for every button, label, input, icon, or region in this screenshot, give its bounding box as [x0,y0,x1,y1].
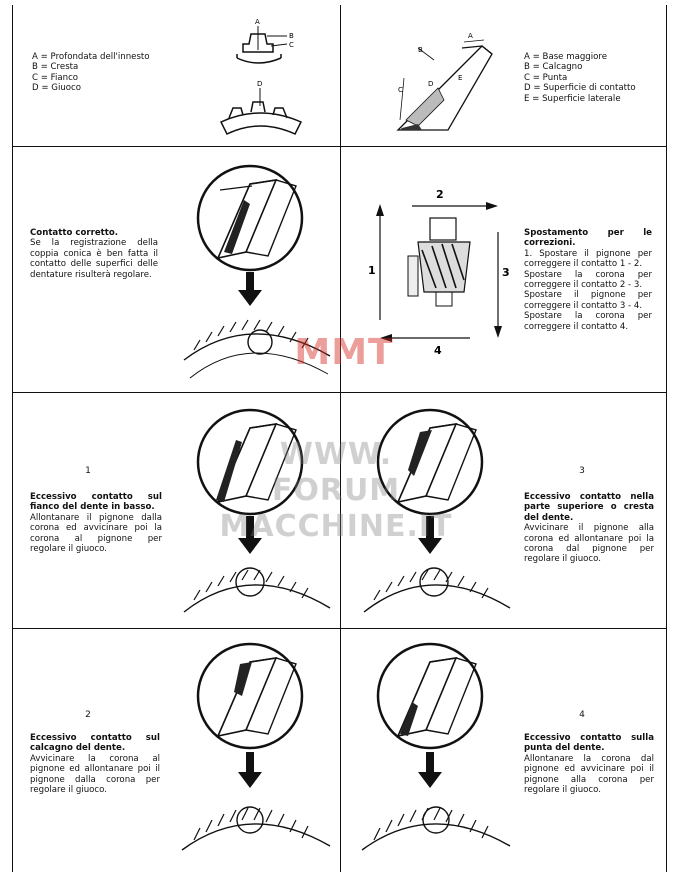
section-body: Se la registrazione della coppia conica è ben fatta il contatto delle superfici delle dentature risulterà regolare. [30,238,158,280]
arrow-label-1: 1 [368,264,376,277]
legend-right-item: D = Superficie di contatto [524,83,636,94]
legend-left-item: B = Cresta [32,62,79,73]
legend-right-item: C = Punta [524,72,568,83]
row-divider-1 [12,146,667,147]
correction-step: Spostare la corona per correggere il contatto 2 - 3. [524,269,652,291]
correction-step: Spostare la corona per correggere il contatto 4. [524,311,652,332]
watermark-line-2: FORUM [271,473,401,508]
correct-contact-text [30,228,158,280]
section-body: Allontanare la corona dal pignone ed avvicinare poi il pignone alla corona per regolare il giuoco. [524,753,654,796]
case-number: 2 [85,710,91,720]
section-body: Avvicinare il pignone alla corona ed allontanare poi la corona dal pignone per regolare il giuoco. [524,523,654,565]
case-number: 4 [579,710,585,720]
case-2-figure [180,636,330,866]
section-title: Eccessivo contatto sul fianco del dente in basso. [30,492,162,513]
fig-label-d: D [428,80,434,88]
section-title: Spostamento per le correzioni. [524,228,652,249]
watermark-line-1: WWW. [279,437,393,472]
legend-left-item: C = Fianco [32,72,79,83]
case-4-text [524,733,654,795]
corrections-text [524,228,652,332]
grid-border-right [666,5,667,872]
correction-step: 1. Spostare il pignone per correggere il contatto 1 - 2. [524,248,652,270]
section-title: Eccessivo contatto sul calcagno del dente. [30,733,160,754]
case-number: 3 [579,466,585,476]
row-divider-2 [12,392,667,393]
correction-step: Spostare il pignone per correggere il contatto 3 - 4. [524,290,652,311]
case-2-text [30,733,160,795]
legend-left-item: A = Profondata dell'innesto [32,52,150,62]
fig-label-b: B [289,32,294,40]
legend-left-item: D = Giuoco [32,83,82,94]
section-title: Eccessivo contatto sulla punta del dente. [524,733,654,754]
row-divider-3 [12,628,667,629]
fig-label-d: D [257,80,263,88]
legend-right-item: A = Base maggiore [524,52,608,62]
case-3-text [524,492,654,565]
section-body: Avvicinare la corona al pignone ed allontanare poi il pignone dalla corona per regolare il giuoco. [30,753,160,796]
legend-left [32,52,212,94]
section-title: Eccessivo contatto nella parte superiore o cresta del dente. [524,492,654,523]
watermark-line-3: MACCHINE.IT [219,509,453,544]
arrow-label-3: 3 [502,266,510,279]
fig-label-c: C [289,41,294,49]
fig-label-b: B [418,46,423,54]
legend-right-item: B = Calcagno [524,62,583,73]
case-number: 1 [85,466,91,476]
tooth-engagement-diagram [215,14,315,136]
arrow-label-2: 2 [436,188,444,201]
fig-label-a: A [468,32,473,40]
case-1-text [30,492,162,554]
section-body: Allontanare il pignone dalla corona ed avvicinare poi la corona al pignone per regolare il giuoco. [30,512,162,555]
arrow-label-4: 4 [434,344,442,357]
bevel-tooth-diagram [378,28,498,138]
correction-arrows-figure [360,180,510,355]
case-4-figure [360,636,510,866]
fig-label-a: A [255,18,260,26]
grid-border-left [12,5,13,872]
watermark-logo: MMT [294,332,394,373]
legend-right-item: E = Superficie laterale [524,93,621,104]
fig-label-e: E [458,74,463,82]
legend-right [524,52,664,104]
section-title: Contatto corretto. [30,228,119,238]
fig-label-c: C [398,86,403,94]
